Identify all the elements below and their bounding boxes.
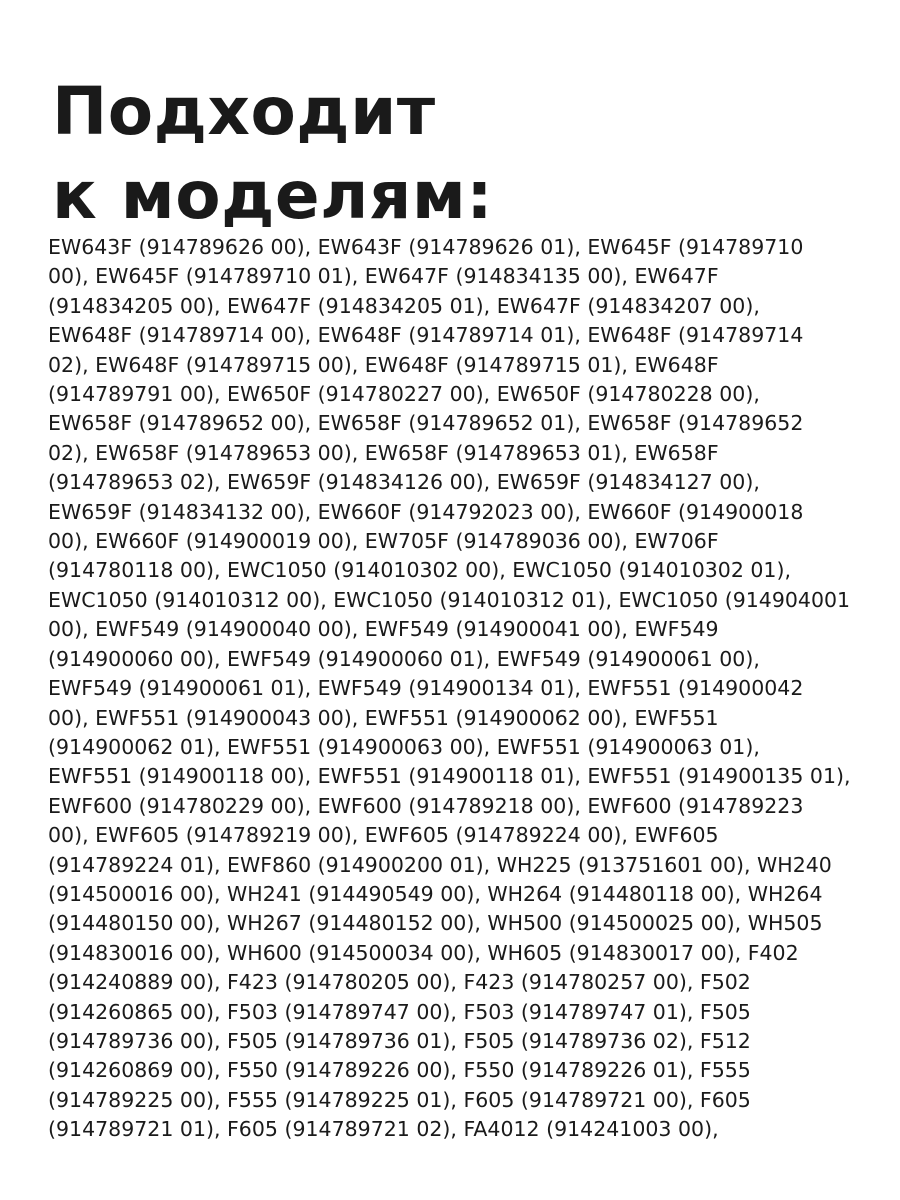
model-list-line: 02), EW648F (914789715 00), EW648F (914789715 01), EW648F <box>48 352 719 377</box>
model-list-line: EW643F (914789626 00), EW643F (914789626 01), EW645F (914789710 <box>48 235 804 259</box>
model-list-line: (914789736 00), F505 (914789736 01), F505 (914789736 02), F512 <box>48 1028 751 1053</box>
model-list-line: (914260865 00), F503 (914789747 00), F503 (914789747 01), F505 <box>48 999 751 1024</box>
model-list-line: EWF551 (914900118 00), EWF551 (914900118 01), EWF551 (914900135 01), <box>48 764 851 789</box>
model-list-line: (914500016 00), WH241 (914490549 00), WH264 (914480118 00), WH264 <box>48 881 823 906</box>
model-list-line: 00), EW660F (914900019 00), EW705F (914789036 00), EW706F <box>48 529 719 554</box>
model-list-line: (914789653 02), EW659F (914834126 00), EW659F (914834127 00), <box>48 470 760 495</box>
model-list-line: (914789224 01), EWF860 (914900200 01), WH225 (913751601 00), WH240 <box>48 852 832 877</box>
model-list-line: (914260869 00), F550 (914789226 00), F550 (914789226 01), F555 <box>48 1058 751 1083</box>
model-list-line: EWF549 (914900061 01), EWF549 (914900134 01), EWF551 (914900042 <box>48 676 804 701</box>
model-list-line: EW648F (914789714 00), EW648F (914789714 01), EW648F (914789714 <box>48 323 804 348</box>
model-list-line: EWC1050 (914010312 00), EWC1050 (914010312 01), EWC1050 (914904001 <box>48 587 851 612</box>
title-line-1: Подходит <box>52 73 436 150</box>
model-list-line: EW659F (914834132 00), EW660F (914792023 00), EW660F (914900018 <box>48 499 804 524</box>
page-title <box>52 70 493 238</box>
model-list-line: (914789791 00), EW650F (914780227 00), EW650F (914780228 00), <box>48 382 760 407</box>
model-list-line: (914789721 01), F605 (914789721 02), FA4012 (914241003 00), <box>48 1117 719 1142</box>
model-list-line: (914780118 00), EWC1050 (914010302 00), EWC1050 (914010302 01), <box>48 558 791 583</box>
model-list-line: 00), EW645F (914789710 01), EW647F (914834135 00), EW647F <box>48 264 719 289</box>
model-list-line: (914900062 01), EWF551 (914900063 00), EWF551 (914900063 01), <box>48 734 760 759</box>
model-list-line: (914830016 00), WH600 (914500034 00), WH605 (914830017 00), F402 <box>48 940 799 965</box>
model-list-line: (914789225 00), F555 (914789225 01), F605 (914789721 00), F605 <box>48 1087 751 1112</box>
model-list-line: EW658F (914789652 00), EW658F (914789652 01), EW658F (914789652 <box>48 411 804 436</box>
model-list-line: EWF600 (914780229 00), EWF600 (914789218 00), EWF600 (914789223 <box>48 793 804 818</box>
model-list-line: (914834205 00), EW647F (914834205 01), EW647F (914834207 00), <box>48 293 760 318</box>
model-list-line: 00), EWF605 (914789219 00), EWF605 (914789224 00), EWF605 <box>48 823 719 848</box>
model-list-line: (914480150 00), WH267 (914480152 00), WH500 (914500025 00), WH505 <box>48 911 823 936</box>
compatible-models-list <box>48 233 878 1145</box>
model-list-line: (914240889 00), F423 (914780205 00), F423 (914780257 00), F502 <box>48 970 751 995</box>
title-line-2: к моделям: <box>52 157 494 234</box>
model-list-line: 02), EW658F (914789653 00), EW658F (914789653 01), EW658F <box>48 440 719 465</box>
model-list-line: 00), EWF551 (914900043 00), EWF551 (914900062 00), EWF551 <box>48 705 719 730</box>
model-list-line: 00), EWF549 (914900040 00), EWF549 (914900041 00), EWF549 <box>48 617 719 642</box>
model-list-line: (914900060 00), EWF549 (914900060 01), EWF549 (914900061 00), <box>48 646 760 671</box>
